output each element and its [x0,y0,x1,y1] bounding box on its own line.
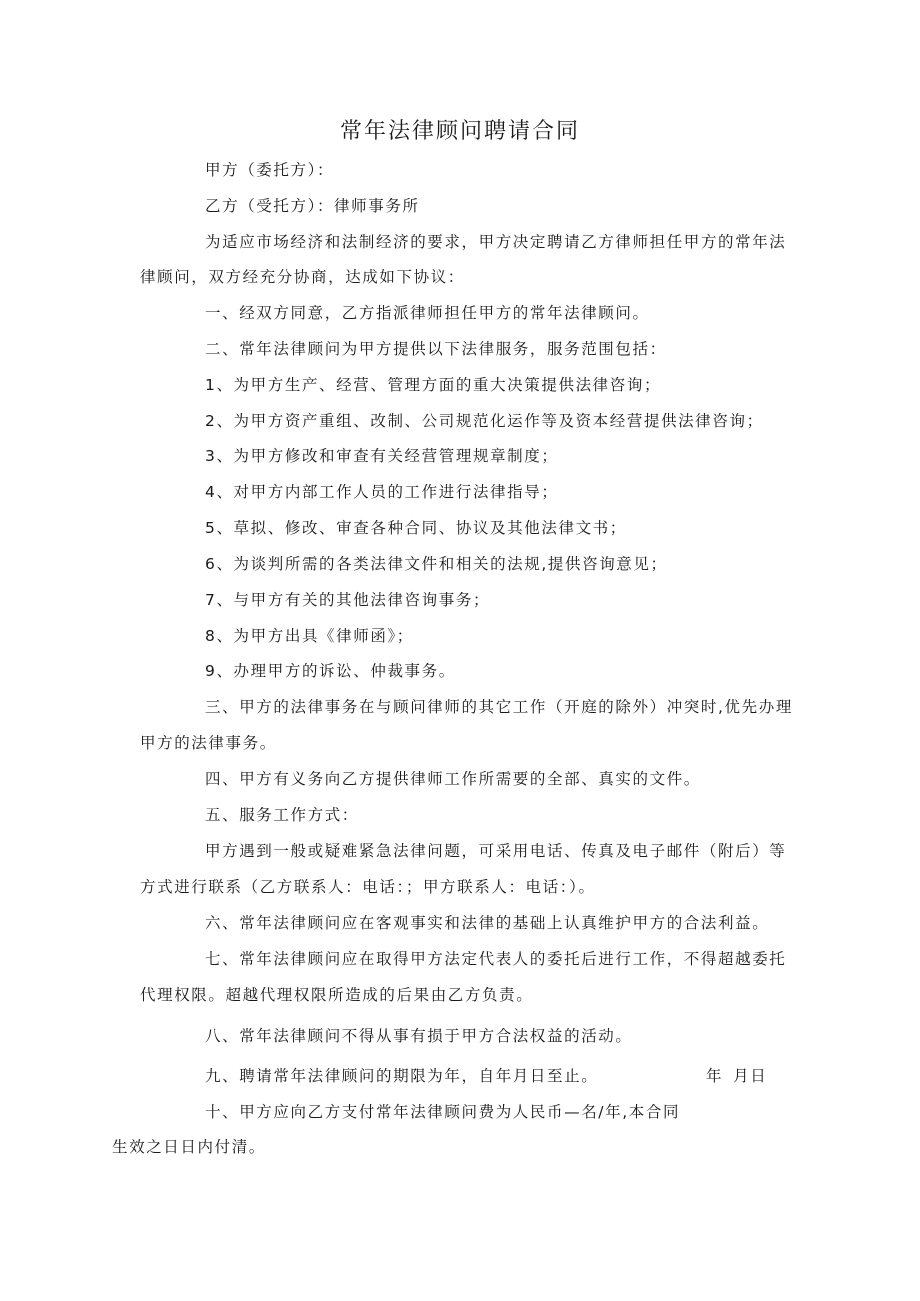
clause-8: 八、常年法律顾问不得从事有损于甲方合法权益的活动。 [205,1027,633,1045]
clause-10-line-1: 十、甲方应向乙方支付常年法律顾问费为人民币—名/年,本合同 [205,1103,681,1121]
service-item: 6、为谈判所需的各类法律文件和相关的法规,提供咨询意见； [205,555,668,573]
service-item: 7、与甲方有关的其他法律咨询事务； [205,591,491,609]
service-item: 3、为甲方修改和审查有关经营管理规章制度； [205,447,559,465]
clause-5: 五、服务工作方式： [205,806,359,824]
clause-7-line-2: 代理权限。超越代理权限所造成的后果由乙方负责。 [140,986,534,1004]
clause-5-detail-line-2: 方式进行联系（乙方联系人：电话：；甲方联系人：电话：）。 [140,878,596,896]
clause-3-line-2: 甲方的法律事务。 [140,734,277,752]
date-year-label: 年 [706,1067,724,1085]
intro-paragraph-line-1: 为适应市场经济和法制经济的要求，甲方决定聘请乙方律师担任甲方的常年法 [205,233,787,251]
clause-10-line-2: 生效之日日内付清。 [112,1138,266,1156]
service-item: 8、为甲方出具《律师函》； [205,627,414,645]
document-title: 常年法律顾问聘请合同 [339,119,580,144]
service-item: 5、草拟、修改、审查各种合同、协议及其他法律文书； [205,519,627,537]
intro-paragraph-line-2: 律顾问，双方经充分协商，达成如下协议： [140,268,465,286]
party-a-line: 甲方（委托方）： [205,161,335,179]
clause-7-line-1: 七、常年法律顾问应在取得甲方法定代表人的委托后进行工作，不得超越委托 [205,950,787,968]
service-item: 4、对甲方内部工作人员的工作进行法律指导； [205,483,559,501]
clause-6: 六、常年法律顾问应在客观事实和法律的基础上认真维护甲方的合法利益。 [205,914,770,932]
service-item: 9、办理甲方的诉讼、仲裁事务。 [205,662,456,680]
date-month-day-label: 月日 [733,1067,768,1085]
clause-9-date [706,1066,777,1086]
service-item: 1、为甲方生产、经营、管理方面的重大决策提供法律咨询； [205,376,662,394]
party-b-line: 乙方（受托方）：律师事务所 [205,197,420,215]
clause-4: 四、甲方有义务向乙方提供律师工作所需要的全部、真实的文件。 [205,770,701,788]
clause-5-detail-line-1: 甲方遇到一般或疑难紧急法律问题，可采用电话、传真及电子邮件（附后）等 [205,842,787,860]
clause-1: 一、经双方同意，乙方指派律师担任甲方的常年法律顾问。 [205,304,650,322]
clause-2: 二、常年法律顾问为甲方提供以下法律服务，服务范围包括： [205,340,667,358]
clause-9: 九、聘请常年法律顾问的期限为年，自年月日至止。 [205,1067,599,1085]
service-item: 2、为甲方资产重组、改制、公司规范化运作等及资本经营提供法律咨询； [205,412,764,430]
clause-3-line-1: 三、甲方的法律事务在与顾问律师的其它工作（开庭的除外）冲突时,优先办理 [205,698,793,716]
